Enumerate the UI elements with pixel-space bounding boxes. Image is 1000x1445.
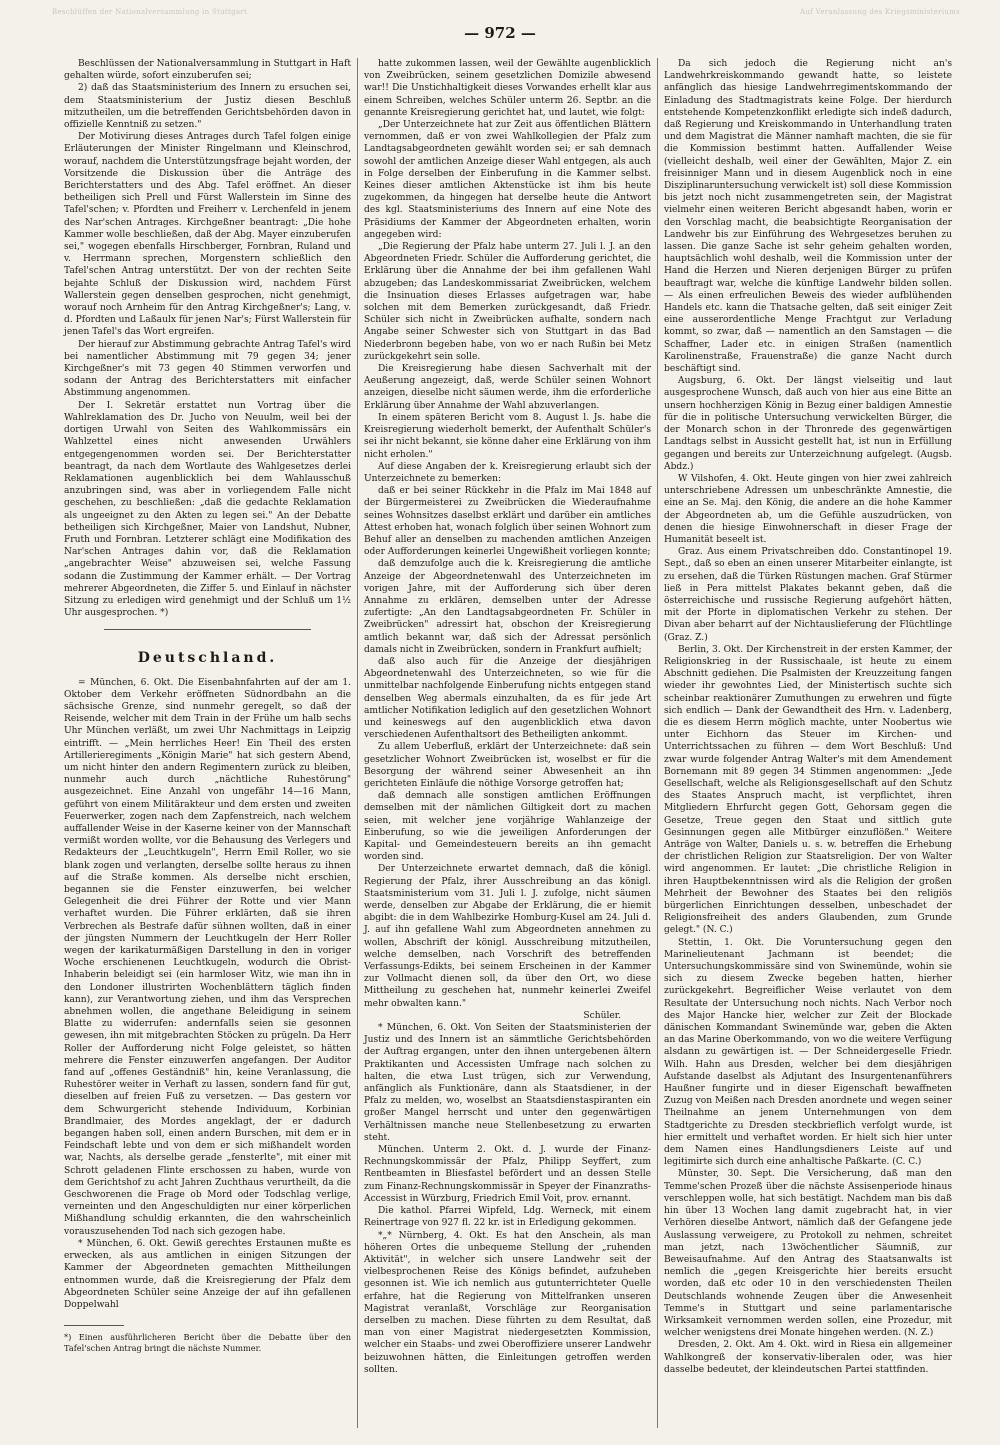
paragraph: Berlin, 3. Okt. Der Kirchenstreit in der ersten Kammer, der Religionskrieg in der Russischaale, ist heute zu einem Abschnitt gediehen. Die Psalmisten der Kreuzzeitung fangen wieder ihr gewohntes Lied, der Ministertisch suchte sich scheinbar reaktionärer Zumuthungen zu erwehren und fügte sich endlich — Dank der Gewandtheit des Hrn. v. Ladenberg, die es diesem Herrn möglich machte, unter Noobertus wie unter Eichhorn das Steuer im Kirchen- und Unterrichtssachen zu führen — dem Wort Beschluß: Und zwar wurde folgender Antrag Walter's mit dem Amendement Bornemann mit 89 gegen 34 Stimmen angenommen: „Jede Gesellschaft, welche als Religionsgesellschaft auf den Schutz des Staates Anspruch macht, ist verpflichtet, ihren Mitgliedern Ehrfurcht gegen Gott, Gehorsam gegen die Gesetze, Treue gegen den Staat und sittlich gute Gesinnungen gegen alle Mitbürger einzuflößen." Weitere Anträge von Walter, Daniels u. s. w. betreffen die Erhebung der christlichen Religion zur Staatsreligion. Der von Walter wird angenommen. Er lautet: „Die christliche Religion in ihren Hauptbekenntnissen wird als die Religion der großen Mehrheit der Bewohner des Staates bei den religiös bürgerlichen Einrichtungen desselben, unbeschadet der Religionsfreiheit des anders Glaubenden, zum Grunde gelegt." (N. C.) — [664, 644, 952, 936]
paragraph: daß also auch für die Anzeige der diesjährigen Abgeordnetenwahl des Unterzeichneten, so wie für die unmittelbar nachfolgende Einberufung nichts entgegen stand denselben Weg abermals einzuhalten, da es für jede Art amtlicher Notifikation lediglich auf den gesetzlichen Wohnort und keineswegs auf den augenblicklich etwa davon verschiedenen Aufenthaltsort des Betheiligten ankommt. — [364, 656, 651, 741]
bleed-through-text-left: Beschlüffen der Nationalversammlung in Stuttgart — [52, 8, 248, 16]
section-title: Deutschland. — [137, 650, 278, 667]
paragraph: Beschlüssen der Nationalversammlung in Stuttgart in Haft gehalten würde, sofort einzuberufen sei; — [64, 59, 351, 82]
paragraph: Der Motivirung dieses Antrages durch Tafel folgen einige Erläuterungen der Minister Ringelmann und Kleinschrod, worauf, nachdem die Unterstützungsfrage bejaht worden, der Vorsitzende die Diskussion über die Anträge des Berichterstatters und des Abg. Tafel eröffnet. An dieser betheiligen sich Prell und Fürst Wallerstein im Sinne des Tafel'schen; v. Pfordten und Freiherr v. Lerchenfeld in jenem des Nar'schen Antrages. Kirchgeßner beantragt: „Die hohe Kammer wolle beschließen, daß der Abg. Mayer einzuberufen sei," wogegen ebenfalls Hirschberger, Fornbran, Ruland und v. Herrmann sprechen, Morgenstern schließlich den Tafel'schen Antrag unterstützt. Der von der rechten Seite bejahte Schluß der Diskussion wird, nachdem Fürst Wallerstein gegen denselben gesprochen, nicht genehmigt, worauf noch Arnheim für den Antrag Kirchgeßner's; Lang, v. d. Pfordten und Laßaulx für jenen Nar's; Fürst Wallerstein für jenen Tafel's das Wort ergreifen. — [64, 132, 351, 338]
footnote-divider — [64, 1325, 124, 1326]
article-munich-schueler: * München, 6. Okt. Gewiß gerechtes Erstaunen mußte es erwecken, als aus amtlichen in einigen Sitzungen der Kammer der Abgeordneten gemachten Mittheilungen entnommen wurde, daß die Kreisregierung der Pfalz dem Abgeordneten Schüler seine Anzeige der auf ihn gefallenen Doppelwahl — [64, 1238, 351, 1310]
paragraph: Da sich jedoch die Regierung nicht an's Landwehrkreiskommando gewandt hatte, so leistete anfänglich das hiesige Landwehrregimentskommando der Einladung des Stadtmagistrats keine Folge. Der hierdurch entstehende Kompetenzkonflikt erledigte sich indeß dadurch, daß Regierung und Kreiskommando in Unterhandlung traten und dem Magistrat die Männer namhaft machten, die sie für die Kommission bestimmt hatten. Auffallender Weise (vielleicht deshalb, weil einer der Gewählten, Major Z. ein freisinniger Mann und in diesem Augenblick noch in eine Disziplinaruntersuchung verwickelt ist) soll diese Kommission bis jetzt noch nicht zusammengetreten sein, der Magistrat vielmehr einen weiteren Bericht abgesandt haben, worin er den Vorschlag macht, die beabsichtigte Reorganisation der Landwehr bis zur Einführung des Wehrgesetzes beruhen zu lassen. Die ganze Sache ist sehr geheim gehalten worden, hauptsächlich wohl deshalb, weil die Kommission unter der Hand die Herzen und Nieren derjenigen Bürger zu prüfen beauftragt war, welche die künftige Landwehr bilden sollen. — Als einen erfreulichen Beweis des wieder aufblühenden Handels etc. kann die Thatsache gelten, daß seit einiger Zeit eine ausserordentliche Menge Frachtgut zur Verladung kommt, so zwar, daß — namentlich an den Samstagen — die Schaffner, Lader etc. in einigen Straßen (namentlich Karolinenstraße, Frauenstraße) die ganze Nacht durch beschäftigt sind. — [664, 59, 952, 375]
paragraph: Der I. Sekretär erstattet nun Vortrag über die Wahlreklamation des Dr. Jucho von Neuulm, weil bei der dortigen Urwahl von Seiten des Wahlkommissärs ein Wahlzettel eines nicht anwesenden Urwählers entgegengenommen worden sei. Der Berichterstatter beantragt, da nach dem Wortlaute des Wahlgesetzes derlei Reklamationen augenblicklich bei dem Wahlausschuß anzubringen sind, was aber in vorliegendem Falle nicht geschehen, zu beschließen: „daß die gedachte Reklamation als ungeeignet zu den Akten zu legen sei." An der Debatte betheiligen sich Kirchgeßner, Maier von Landshut, Nubner, Fruth und Fornbran. Letzterer schlägt eine Modifikation des Nar'schen Antrages dahin vor, daß die Reklamation „angebrachter Weise" abzuweisen sei, welche Fassung sodann die Zustimmung der Kammer erhält. — Der Vortrag mehrerer Abgeordneten, die Ziffer 5. und Einlauf in nächster Sitzung zu erledigen wird genehmigt und der Schluß um 1½ Uhr ausgesprochen. *) — [64, 400, 351, 619]
paragraph: Dresden, 2. Okt. Am 4. Okt. wird in Riesa ein allgemeiner Wahlkongreß der konservativ-liberalen oder, was hier dasselbe bedeutet, der kleindeutschen Partei stattfinden. — [664, 1340, 952, 1375]
paragraph: „Der Unterzeichnete hat zur Zeit aus öffentlichen Blättern vernommen, daß er von zwei Wahlkollegien der Pfalz zum Landtagsabgeordneten gewählt worden sei; er sah demnach sowohl der amtlichen Anzeige dieser Wahl entgegen, als auch in Folge derselben der Einberufung in die Kammer selbst. Keines dieser amtlichen Aktenstücke ist ihm bis heute zugekommen, da hingegen hat derselbe heute die Antwort des kgl. Staatsministeriums des Innern auf eine Note des Präsidiums der Kammer der Abgeordneten erhalten, worin angegeben wird: — [364, 120, 651, 240]
page-number: — 972 — — [464, 24, 536, 42]
paragraph: W Vilshofen, 4. Okt. Heute gingen von hier zwei zahlreich unterschriebene Adressen um unbeschränkte Amnestie, die eine an Se. Maj. den König, die andere an die hohe Kammer der Abgeordneten ab, um die Gefühle auszudrücken, von denen die hiesige Einwohnerschaft in dieser Frage der Humanität beseelt ist. — [664, 473, 952, 545]
paragraph: Die kathol. Pfarrei Wipfeld, Ldg. Werneck, mit einem Reinertrage von 927 fl. 22 kr. ist in Erledigung gekommen. — [364, 1206, 651, 1229]
paragraph: 2) daß das Staatsministerium des Innern zu ersuchen sei, dem Staatsministerium der Justiz diesen Beschluß mitzutheilen, um die betreffenden Gerichtsbehörden davon in offizielle Kenntniß zu setzen." — [64, 83, 351, 131]
column-2 — [358, 58, 658, 1428]
signature: Schüler. — [583, 1010, 621, 1021]
paragraph: * München, 6. Okt. Von Seiten der Staatsministerien der Justiz und des Innern ist an sämmtliche Gerichtsbehörden der Auftrag ergangen, unter den ihnen untergebenen ältern Praktikanten und Accessisten Umfrage nach solchen zu halten, die etwa Lust trügen, sich zur Verwendung, anfänglich als Funktionäre, dann als Staatsdiener, in der Pfalz zu melden, wo, woselbst an Staatsdienstaspiranten ein großer Mangel herrscht und unter den gegenwärtigen Verhältnissen manche neue Stellenbesetzung zu erwarten steht. — [364, 1023, 651, 1143]
paragraph: Augsburg, 6. Okt. Der längst vielseitig und laut ausgesprochene Wunsch, daß auch von hier aus eine Bitte an unsern hochherzigen König in Bezug einer baldigen Amnestie für die in politische Untersuchung verwickelten Bürger, die der Monarch schon in der Thronrede des gegenwärtigen Landtags selbst in Aussicht gestellt hat, ist nun in Erfüllung gegangen und bereits zur Unterzeichnung aufgelegt. (Augsb. Abdz.) — [664, 376, 952, 472]
paragraph: Zu allem Ueberfluß, erklärt der Unterzeichnete: daß sein gesetzlicher Wohnort Zweibrücken ist, woselbst er für die Besorgung der während seiner Abwesenheit an ihn gerichteten Einläufe die nöthige Vorsorge getroffen hat; — [364, 742, 651, 789]
columns — [58, 58, 958, 1428]
paragraph: Der Unterzeichnete erwartet demnach, daß die königl. Regierung der Pfalz, ihrer Ausschreibung an das königl. Staatsministerium vom 31. Juli l. J. zufolge, nicht säumen werde, denselben zur Abgabe der Erklärung, die er hiemit abgibt: die in dem Wahlbezirke Homburg-Kusel am 24. Juli d. J. auf ihn gefallene Wahl zum Abgeordneten annehmen zu wollen, Abschrift der königl. Ausschreibung mitzutheilen, welche demselben, nach Vorschrift des betreffenden Verfassungs-Edikts, bei seinem Erscheinen in der Kammer zur Vollmacht dienen soll, da über den Ort, wo diese Mittheilung zu geschehen hat, nunmehr keinerlei Zweifel mehr obwalten kann." — [364, 864, 651, 1009]
article-munich-railway: = München, 6. Okt. Die Eisenbahnfahrten auf der am 1. Oktober dem Verkehr eröffneten Südnordbahn an die sächsische Grenze, sind nunmehr geregelt, so daß der Reisende, welcher mit dem Train in der Frühe um halb sechs Uhr München verläßt, um zwei Uhr Nachmittags in Leipzig eintrifft. — „Mein herrliches Heer! Ein Theil des ersten Artillerieregiments „Königin Marie" hat sich gestern Abend, um nicht hinter den andern Regimentern zurück zu bleiben, nunmehr auch durch „nächtliche Ruhestörung" ausgezeichnet. Eine Anzahl von ungefähr 14—16 Mann, geführt von einem Militärakteur und dem ersten und zweiten Feuerwerker, zogen nach dem Zapfenstreich, nach welchem auffallender Weise in der Kaserne keiner von der Mannschaft vermißt worden wollte, vor die Behausung des Verlegers und Redakteurs der „Leuchtkugeln", Herrn Emil Roller, wo sie blank zogen und verlangten, derselbe sollte heraus zu ihnen auf die Straße kommen. Als derselbe nicht erschien, begannen sie die Fenster einzuwerfen, bei welcher Gelegenheit die drei Führer der Rotte und vier Mann verhaftet wurden. Die Führer erklärten, daß sie ihren Verbrechen als Bestrafe dafür sühnen wollten, daß in einer der jüngsten Nummern der Leuchtkugeln der Herr Roller wegen der karikaturmäßigen Darstellung in den in voriger Woche erschienenen Leuchtkugeln, wodurch die Obrist-Inhaberin beleidigt sei (ein harmloser Witz, wie man ihn in den Londoner illustrirten Wochenblättern täglich finden kann), zur Verantwortung ziehen, und ihm das Versprechen abnehmen wollen, die angethane Beleidigung in seinem Blatte zu widerrufen: andernfalls seien sie gesonnen gewesen, ihn mit mitgebrachten Stöcken zu prügeln. Da Herr Roller der Aufforderung nicht Folge geleistet, so hätten mehrere die Fenster einzuwerfen angefangen. Der Auditor fand auf „offenes Geständniß" hin, keine Veranlassung, die Ruhestörer weiter in Verhaft zu lassen, sondern fand für gut, dieselben auf freien Fuß zu versetzen. — Das gestern vor dem Schwurgericht stehende Individuum, Korbinian Brandlmaier, des Mordes angeklagt, der er dadurch begangen haben soll, einen andern Burschen, mit dem er in Feindschaft lebte und von dem er sich mißhandelt worden war, Nachts, als derselbe gerade „fensterlte", mit einer mit Schrott geladenen Flinte erschossen zu haben, wurde von dem Gerichtshof zu acht Jahren Zuchthaus verurtheilt, da die Geschworenen die Frage ob Mord oder Todschlag verlige, verneinten und den Angeschuldigten nur einer körperlichen Mißhandlung schuldig erkannten, die den wahrscheinlich vorauszusehenden Tod nach sich gezogen habe. — [64, 677, 351, 1237]
column-3 — [658, 58, 958, 1428]
paragraph: Die Kreisregierung habe diesen Sachverhalt mit der Aeußerung angezeigt, daß, werde Schüler seinen Wohnort anzeigen, dieselbe nicht säumen werde, ihm die erforderliche Erklärung über Annahme der Wahl abzuverlangen. — [364, 364, 651, 411]
paragraph: München. Unterm 2. Okt. d. J. wurde der Finanz-Rechnungskommissär der Pfalz, Philipp Seyffert, zum Rentbeamten in Bliesfastel befördert und an dessen Stelle zum Finanz-Rechnungskommissär in Speyer der Finanzraths-Accessist in Würzburg, Friedrich Emil Voit, prov. ernannt. — [364, 1145, 651, 1204]
paragraph: daß demzufolge auch die k. Kreisregierung die amtliche Anzeige der Abgeordnetenwahl des Unterzeichneten im vorigen Jahre, mit der Aufforderung sich über deren Annahme zu erklären, demselben unter der Adresse zufertigte: „An den Landtagsabgeordneten Fr. Schüler in Zweibrücken" adressirt hat, obschon der Kreisregierung amtlich bekannt war, daß sich der Adressat persönlich damals nicht in Zweibrücken, sondern in Frankfurt aufhielt; — [364, 559, 651, 655]
bleed-through-text-right: Auf Veranlassung des Kriegsministeriums — [800, 8, 960, 16]
paragraph: hatte zukommen lassen, weil der Gewählte augenblicklich von Zweibrücken, seinem gesetzlichen Domizile abwesend war!! Die Unstichhaltigkeit dieses Vorwandes erhellt klar aus einem Schreiben, welches Schüler unterm 26. Septbr. an die genannte Kreisregierung gerichtet hat, und lautet, wie folgt: — [364, 59, 651, 118]
paragraph: Auf diese Angaben der k. Kreisregierung erlaubt sich der Unterzeichnete zu bemerken: — [364, 461, 651, 484]
paragraph: *„* Nürnberg, 4. Okt. Es hat den Anschein, als man höheren Ortes die unbequeme Stellung der „ruhenden Aktivität", in welcher sich unsere Landwehr seit der vielbesprochenen Reise des Königs befindet, aufzuheben gesonnen ist. Wie ich nemlich aus gutunterrichteter Quelle erfahre, hat die Regierung von Mittelfranken unseren Magistrat veranlaßt, Vorschläge zur Reorganisation derselben zu machen. Diese führten zu dem Resultat, daß man von einer Magistrat niedergesetzten Kommission, welcher ein Staabs- und zwei Oberoffiziere unserer Landwehr beizuwohnen hätten, die Einleitungen getroffen werden sollten. — [364, 1230, 651, 1375]
paragraph: Graz. Aus einem Privatschreiben ddo. Constantinopel 19. Sept., daß so eben an einen unserer Mitarbeiter einlangte, ist zu ersehen, daß die Türken Rüstungen machen. Graf Stürmer ließ in Pera mittelst Plakates bekannt geben, daß die österreichische und russische Regierung aufgehört hätten, mit der Pforte in diplomatischen Verkehr zu stehen. Der Divan aber beharrt auf der Nichtauslieferung der Flüchtlinge (Graz. Z.) — [664, 547, 952, 643]
paragraph: daß er bei seiner Rückkehr in die Pfalz im Mai 1848 auf der Bürgermeisterei zu Zweibrücken die Wiederaufnahme seines Wohnsitzes daselbst erklärt und darüber ein amtliches Attest erhoben hat, wonach folglich über seinen Wohnort zum Behuf aller an denselben zu machenden amtlichen Anzeigen oder Aufforderungen keinerlei Ungewißheit vorliegen konnte; — [364, 486, 651, 558]
paragraph: „Die Regierung der Pfalz habe unterm 27. Juli l. J. an den Abgeordneten Friedr. Schüler die Aufforderung gerichtet, die Erklärung über die Annahme der bei ihm gefallenen Wahl abzugeben; das Landeskommissariat Zweibrücken, welchem die Insinuation dieses Erlasses aufgetragen war, habe solchen mit dem Bemerken zurückgesandt, daß Friedr. Schüler sich nicht in Zweibrücken aufhalte, sondern nach Angabe seiner Schwester sich von Stuttgart in das Bad Niederbronn begeben habe, von wo er nach Rußin bei Metz zurückgekehrt sein solle. — [364, 242, 651, 362]
footnote: *) Einen ausführlicheren Bericht über die Debatte über den Tafel'schen Antrag bringt die nächste Nummer. — [64, 1332, 351, 1354]
paragraph: Der hierauf zur Abstimmung gebrachte Antrag Tafel's wird bei namentlicher Abstimmung mit 79 gegen 34; jener Kirchgeßner's mit 73 gegen 40 Stimmen verworfen und sodann der Antrag des Berichterstatters mit einfacher Abstimmung angenommen. — [64, 339, 351, 399]
paragraph: Stettin, 1. Okt. Die Voruntersuchung gegen den Marinelieutenant Jachmann ist beendet; die Untersuchungskommissäre sind von Swinemünde, wohin sie sich zu diesem Zwecke begeben hatten, hierher zurückgekehrt. Begreiflicher Weise verlautet von dem Resultate der Untersuchung noch nichts. Nach Verbor noch des Major Hancke hier, welcher zur Zeit der Blockade dänischen Kommandant Swinemünde war, geben die Akten an das Marine Oberkommando, von wo die weitere Verfügung alsdann zu gewärtigen ist. — Der Schneidergeselle Friedr. Wilh. Hahn aus Dresden, welcher bei dem diesjährigen Aufstande daselbst als Adjutant des Insurgentenanführers Haußner fungirte und in dieser Eigenschaft bewaffneten Zuzug von Meißen nach Dresden anordnete und wegen seiner Theilnahme an jenem Unternehmungen von dem Stadtgerichte zu Dresden steckbrieflich verfolgt wurde, ist hier ermittelt und verhaftet worden. Er hielt sich hier unter dem Namen eines Handlungsdieners Leiste auf und legitimirte sich durch eine anhaltische Paßkarte. (C. C.) — [664, 937, 952, 1168]
column-1 — [58, 58, 358, 1428]
paragraph: daß demnach alle sonstigen amtlichen Eröffnungen demselben mit der nämlichen Giltigkeit dort zu machen seien, mit welcher jene vorjährige Wahlanzeige der Einberufung, so wie die jeweiligen Anforderungen der Kapital- und Gemeindesteuern bereits an ihn gemacht worden sind. — [364, 791, 651, 863]
section-divider — [104, 629, 311, 630]
paragraph: Münster, 30. Sept. Die Versicherung, daß man den Temme'schen Prozeß über die nächste Assisenperiode hinaus verschleppen wolle, hat sich bestätigt. Nachdem man bis daß hin über 13 Wochen lang damit zugebracht hat, in vier Verhören dieselbe Antwort, nämlich daß der Gefangene jede Auslassung verweigere, zu Protokoll zu nehmen, schreitet man jetzt, nach 13wöchentlicher Säumniß, zur Beweisaufnahme. Auf den Antrag des Staatsanwalts ist nemlich die „gegen Kreisgerichte hier bereits ersucht worden, daß etc oder 10 in den verschiedensten Theilen Deutschlands wohnende Zeugen über die Anwesenheit Temme's in Stuttgart und seine parlamentarische Wirksamkeit vernommen werden sollen, eine Prozedur, mit welcher wenigstens drei Monate hingehen werden. (N. Z.) — [664, 1169, 952, 1339]
paragraph: In einem späteren Bericht vom 8. August l. Js. habe die Kreisregierung wiederholt bemerkt, der Aufenthalt Schüler's sei ihr nicht bekannt, sie könne daher eine Erklärung von ihm nicht erholen." — [364, 412, 651, 460]
